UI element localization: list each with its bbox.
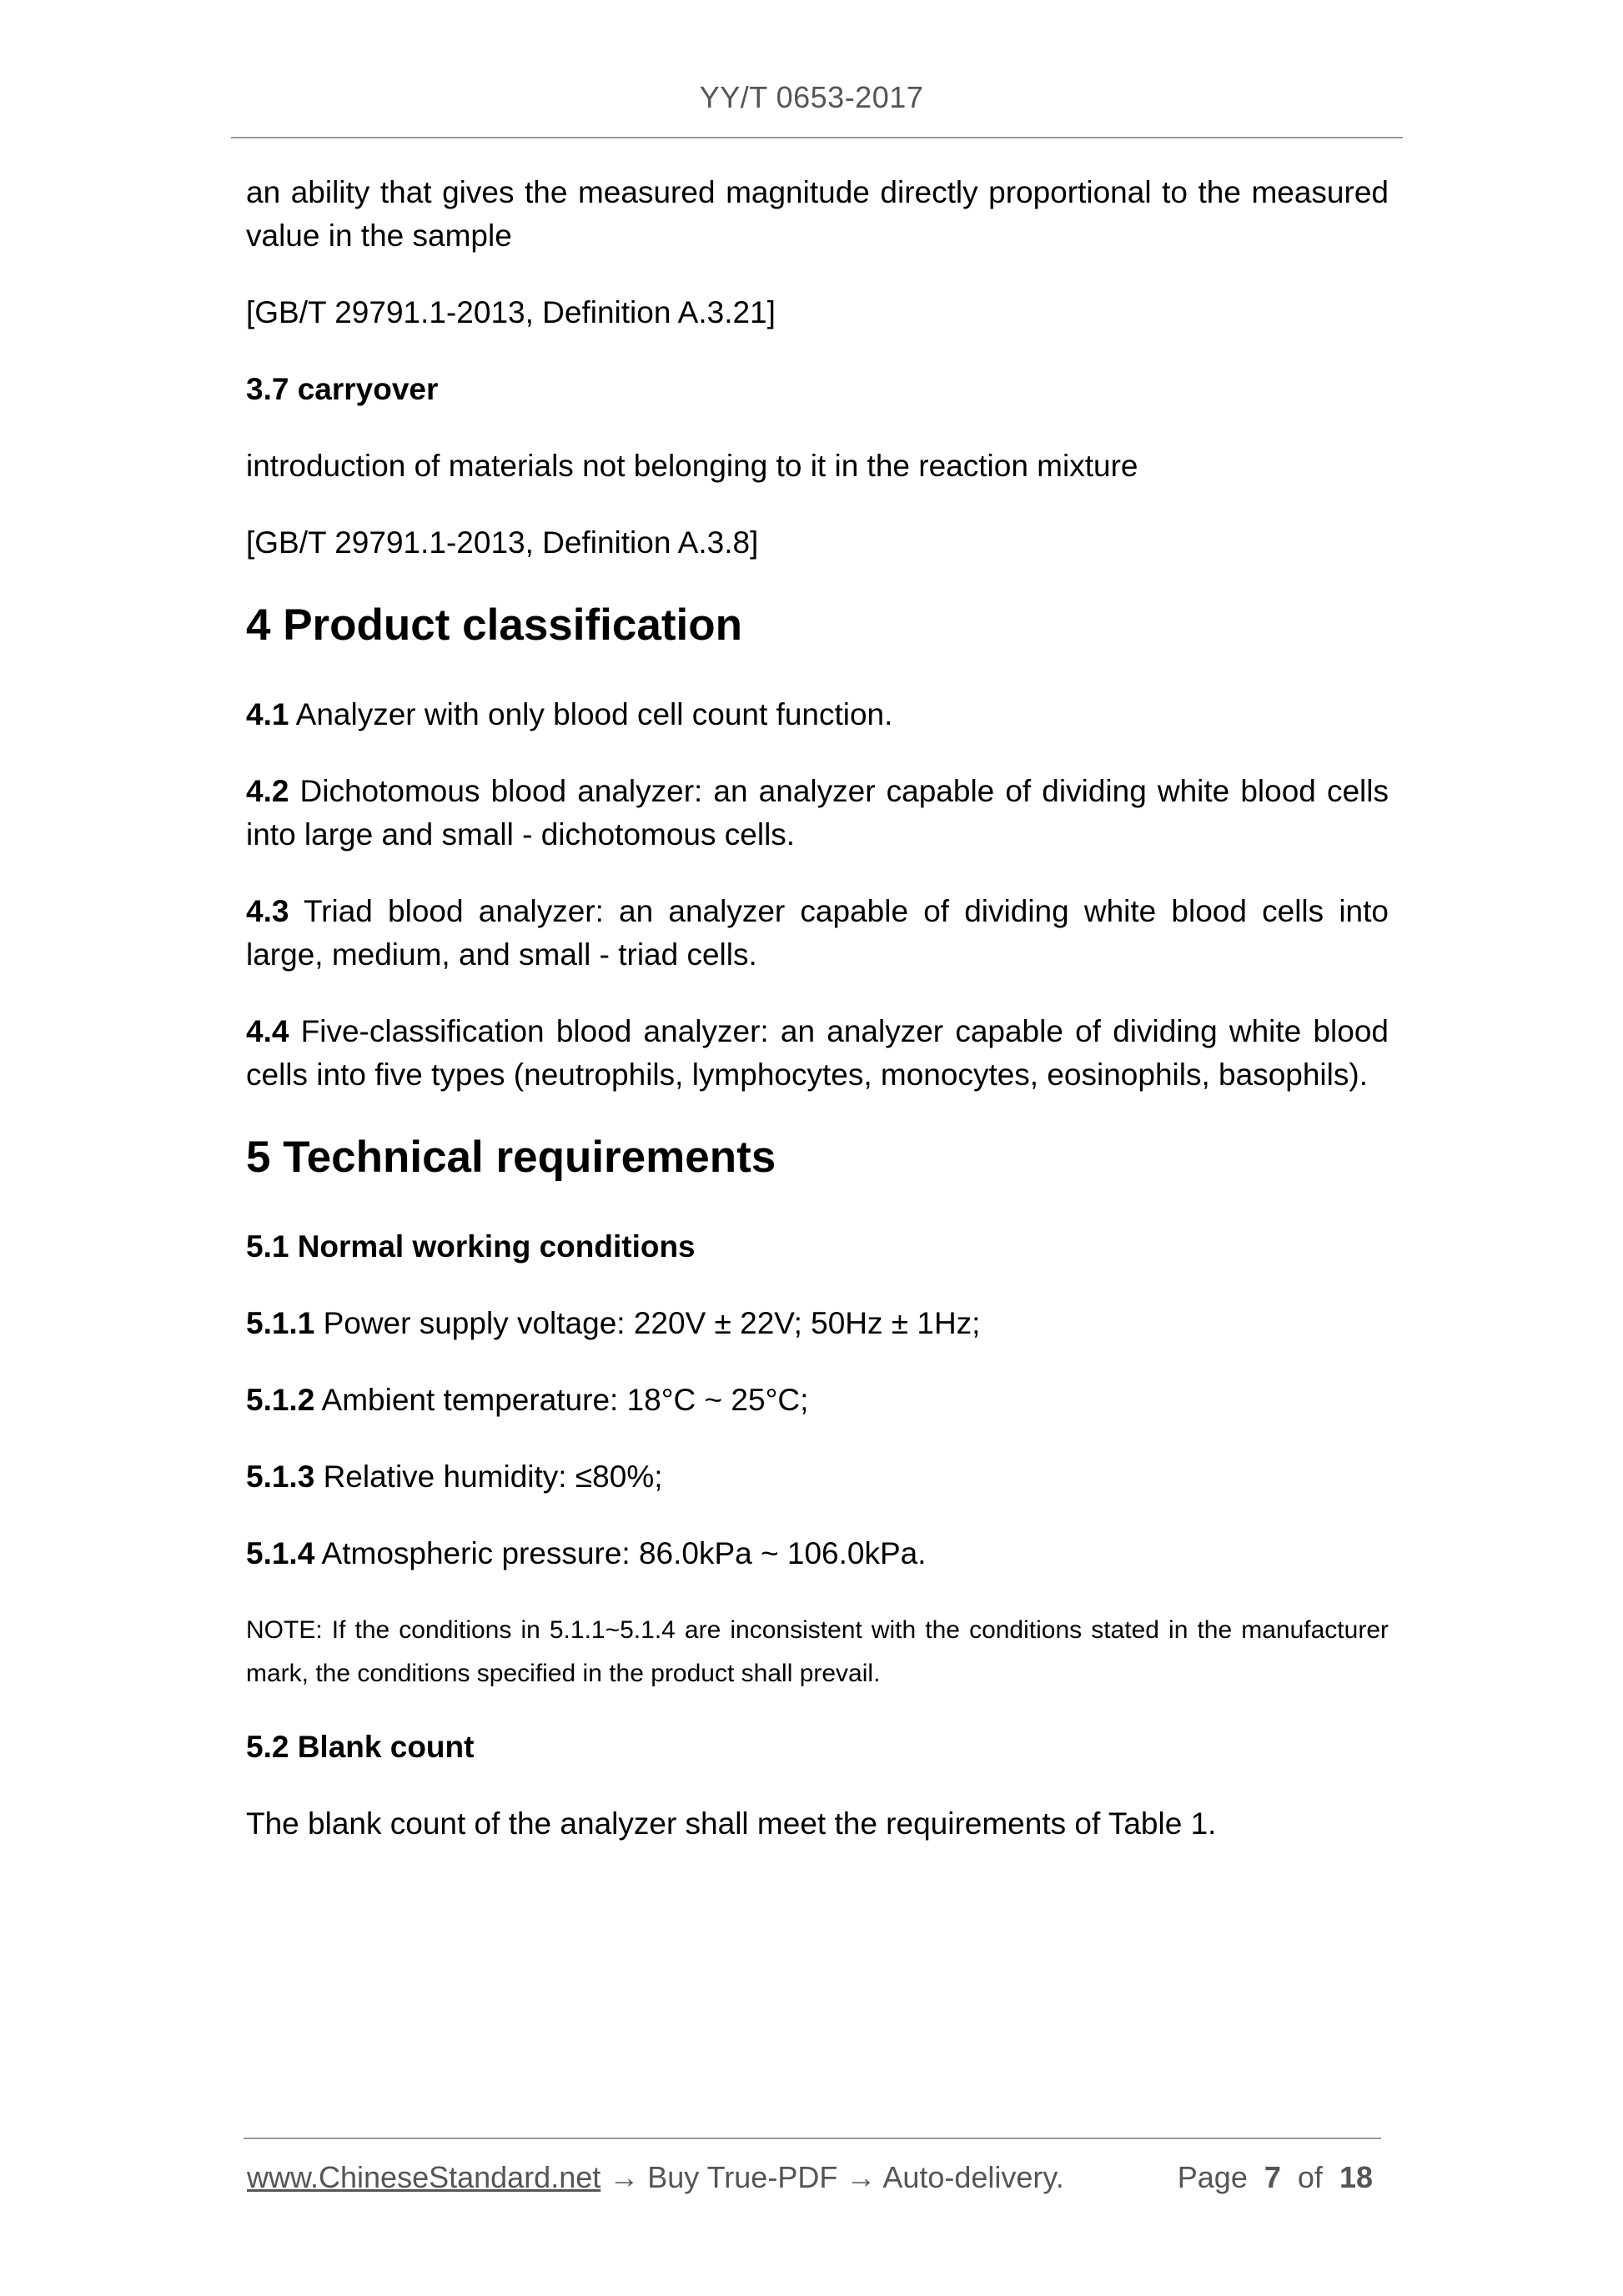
subsection-heading-5-2: 5.2 Blank count [246, 1730, 475, 1764]
clause-4-2 [246, 770, 1389, 857]
clause-text: Ambient temperature: 18°C ~ 25°C; [314, 1383, 809, 1417]
page-footer [247, 2158, 1381, 2197]
clause-5-1-3 [246, 1455, 1389, 1499]
clause-text: Triad blood analyzer: an analyzer capable of dividing white blood cells into large, medium, and small - triad cells. [246, 894, 1389, 972]
header-divider [231, 137, 1403, 138]
clause-text: Dichotomous blood analyzer: an analyzer capable of dividing white blood cells into large and small - dichotomous cells. [246, 774, 1389, 852]
clause-number: 5.1.4 [246, 1536, 315, 1570]
subsection-heading-5-1: 5.1 Normal working conditions [246, 1229, 696, 1264]
clause-number: 5.1.2 [246, 1383, 315, 1417]
clause-4-3 [246, 890, 1389, 977]
definition-text-carryover: introduction of materials not belonging to it in the reaction mixture [246, 449, 1138, 483]
definition-text: an ability that gives the measured magnitude directly proportional to the measured value in the sample [246, 175, 1389, 253]
clause-5-1-1 [246, 1302, 1389, 1345]
clause-text: Atmospheric pressure: 86.0kPa ~ 106.0kPa. [314, 1536, 927, 1570]
clause-text: Analyzer with only blood cell count function. [289, 697, 893, 731]
clause-number: 4.1 [246, 697, 289, 731]
clause-4-4 [246, 1010, 1389, 1097]
clause-number: 4.3 [246, 894, 289, 928]
page-content [246, 171, 1389, 1879]
of-word: of [1297, 2160, 1323, 2194]
clause-number: 4.4 [246, 1014, 289, 1048]
definition-reference: [GB/T 29791.1-2013, Definition A.3.21] [246, 295, 776, 329]
definition-reference-carryover: [GB/T 29791.1-2013, Definition A.3.8] [246, 525, 759, 560]
section-heading-4: 4 Product classification [246, 600, 742, 650]
section-heading-5: 5 Technical requirements [246, 1133, 776, 1182]
clause-text: Five-classification blood analyzer: an analyzer capable of dividing white blood cells into five types (neutrophils, lymphocytes, monocytes, eosinophils, basophils). [246, 1014, 1389, 1092]
clause-4-1 [246, 693, 1389, 736]
clause-number: 5.1.1 [246, 1306, 315, 1340]
page-number: 7 [1264, 2160, 1281, 2194]
page-total: 18 [1339, 2160, 1373, 2194]
clause-number: 4.2 [246, 774, 289, 808]
page-word: Page [1177, 2160, 1248, 2194]
term-heading-3-7: 3.7 carryover [246, 372, 439, 406]
clause-5-1-4 [246, 1532, 1389, 1575]
note-text: NOTE: If the conditions in 5.1.1~5.1.4 are inconsistent with the conditions stated in the manufacturer mark, the conditions specified in the product shall prevail. [246, 1616, 1389, 1687]
clause-number: 5.1.3 [246, 1459, 315, 1494]
clause-text: Power supply voltage: 220V ± 22V; 50Hz ± 1Hz; [314, 1306, 981, 1340]
footer-promo-text: → Buy True-PDF → Auto-delivery. [600, 2160, 1064, 2194]
clause-5-1-2 [246, 1379, 1389, 1422]
clause-text: Relative humidity: ≤80%; [314, 1459, 663, 1494]
page-indicator [1178, 2158, 1373, 2197]
website-link[interactable]: www.ChineseStandard.net [247, 2160, 601, 2194]
document-code: YY/T 0653-2017 [699, 80, 924, 114]
footer-divider [244, 2138, 1381, 2139]
blank-count-text: The blank count of the analyzer shall meet the requirements of Table 1. [246, 1806, 1217, 1841]
